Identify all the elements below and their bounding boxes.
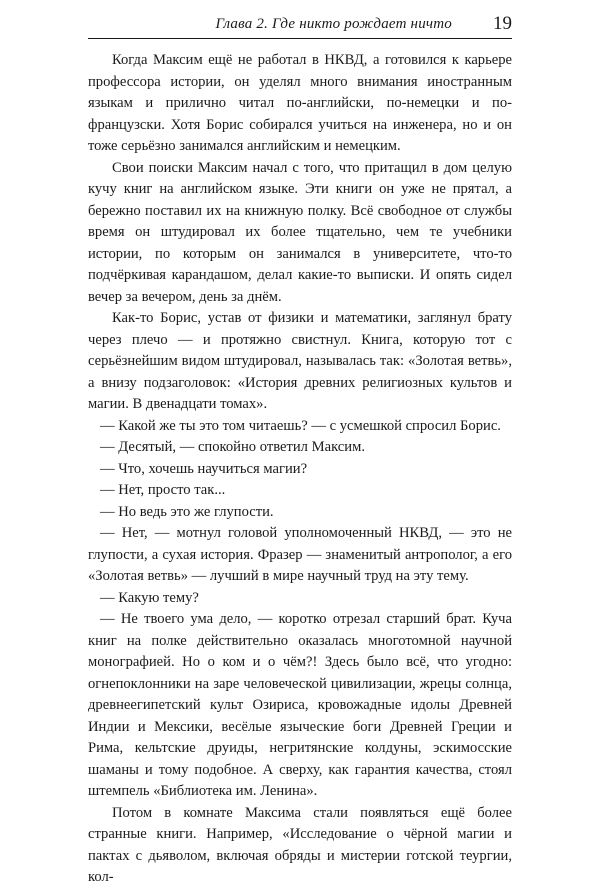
dialog-line: — Десятый, — спокойно ответил Максим.: [100, 439, 365, 455]
dialog-line: — Нет, — мотнул головой уполномоченный НКВД, — это не глупости, а сухая история. Фразер — знаменитый антрополог, а его «Золотая ветвь» — лучший в мире научный труд на эту тему.: [88, 525, 512, 584]
dialog-line: — Но ведь это же глупости.: [100, 503, 274, 520]
page-number: 19: [493, 13, 512, 34]
dialog-line: — Не твоего ума дело, — коротко отрезал старший брат. Куча книг на полке действительно оказалась многотомной научной монографией. Но о ком и о чём?! Здесь было всё, что угодно: огнепоклонники на заре человеческой цивилизации, жрецы солнца, древнеегипетский культ Озириса, кровожадные идолы Древней Индии и Мексики, весёлые языческие боги Древней Греции и Рима, кельтские друиды, негритянские колдуны, эскимосские шаманы и тому подобное. А сверху, как гарантия качества, стоял штемпель «Библиотека им. Ленина».: [88, 611, 512, 799]
page-body: [88, 50, 512, 889]
chapter-title: Глава 2. Где никто рождает ничто: [215, 16, 452, 32]
dialog-line: — Нет, просто так...: [100, 482, 226, 498]
running-header: [88, 12, 512, 39]
dialog-line: — Что, хочешь научиться магии?: [100, 460, 308, 477]
dialog-line: — Какую тему?: [100, 589, 199, 606]
paragraph: Потом в комнате Максима стали появляться ещё более странные книги. Например, «Исследование о чёрной магии и пактах с дьяволом, включая обряды и мистерии готской теургии, кол-: [88, 804, 512, 885]
dialog-line: — Какой же ты это том читаешь? — с усмешкой спросил Борис.: [100, 417, 501, 434]
paragraph: Когда Максим ещё не работал в НКВД, а готовился к карьере профессора истории, он уделял много внимания иностранным языкам и прилично читал по-английски, по-немецки и по-французски. Хотя Борис собирался учиться на инженера, но и он тоже серьёзно занимался английским и немецким.: [88, 52, 512, 154]
paragraph: Свои поиски Максим начал с того, что притащил в дом целую кучу книг на английском языке. Эти книги он уже не прятал, а бережно поставил их на книжную полку. Всё свободное от службы время он штудировал их более тщательно, чем те учебники истории, по которым он занимался в университете, что-то подчёркивая карандашом, делал какие-то выписки. И опять сидел вечер за вечером, день за днём.: [88, 159, 512, 305]
paragraph: Как-то Борис, устав от физики и математики, заглянул брату через плечо — и протяжно свистнул. Книга, которую тот с серьёзнейшим видом штудировал, называлась так: «Золотая ветвь», а внизу подзаголовок: «История древних религиозных культов и магии. В двенадцати томах».: [88, 310, 512, 412]
